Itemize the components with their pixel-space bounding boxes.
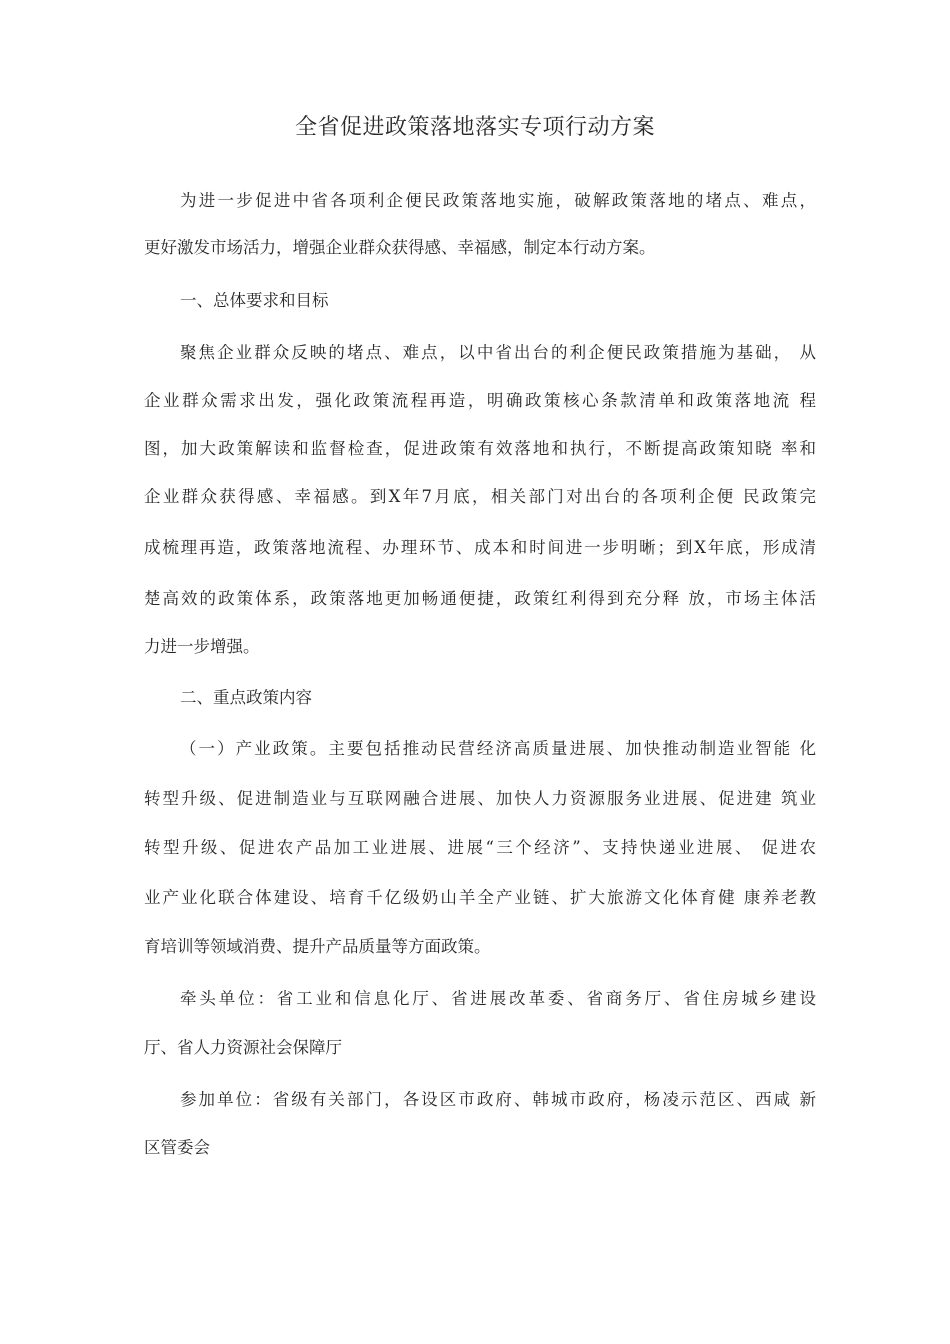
section-2-paragraph-line-3: 转型升级、促进农产品加工业进展、进展“三个经济”、支持快递业进展、 促进农 (144, 838, 816, 857)
section-heading-2: 二、重点政策内容 (180, 688, 312, 707)
section-2-paragraph-line-2: 转型升级、促进制造业与互联网融合进展、加快人力资源服务业进展、促进建 筑业 (144, 789, 816, 808)
participating-units-line-2: 区管委会 (144, 1138, 210, 1157)
section-1-paragraph-line-1: 聚焦企业群众反映的堵点、难点，以中省出台的利企便民政策措施为基础， 从 (180, 343, 816, 362)
section-2-paragraph-line-4: 业产业化联合体建设、培育千亿级奶山羊全产业链、扩大旅游文化体育健 康养老教 (144, 888, 816, 907)
section-1-paragraph-line-2: 企业群众需求出发，强化政策流程再造，明确政策核心条款清单和政策落地流 程 (144, 391, 816, 410)
section-1-paragraph-line-7: 力进一步增强。 (144, 637, 260, 656)
section-1-paragraph-line-4: 企业群众获得感、幸福感。到X年7月底，相关部门对出台的各项利企便 民政策完 (144, 487, 816, 506)
section-2-paragraph-line-5: 育培训等领域消费、提升产品质量等方面政策。 (144, 937, 491, 956)
document-title: 全省促进政策落地落实专项行动方案 (294, 115, 655, 140)
section-1-paragraph-line-5: 成梳理再造，政策落地流程、办理环节、成本和时间进一步明晰；到X年底，形成清 (144, 538, 816, 557)
lead-units-line-2: 厅、省人力资源社会保障厅 (144, 1038, 342, 1057)
section-2-paragraph-line-1: （一）产业政策。主要包括推动民营经济高质量进展、加快推动制造业智能 化 (180, 739, 816, 758)
section-heading-1: 一、总体要求和目标 (180, 291, 329, 310)
section-1-paragraph-line-3: 图，加大政策解读和监督检查，促进政策有效落地和执行，不断提高政策知晓 率和 (144, 439, 816, 458)
intro-paragraph-line-2: 更好激发市场活力，增强企业群众获得感、幸福感，制定本行动方案。 (144, 238, 656, 257)
intro-paragraph-line-1: 为进一步促进中省各项利企便民政策落地实施，破解政策落地的堵点、难点， (180, 191, 816, 210)
section-1-paragraph-line-6: 楚高效的政策体系，政策落地更加畅通便捷，政策红利得到充分释 放，市场主体活 (144, 589, 816, 608)
participating-units-line-1: 参加单位：省级有关部门，各设区市政府、韩城市政府，杨凌示范区、西咸 新 (180, 1090, 816, 1109)
lead-units-line-1: 牵头单位：省工业和信息化厅、省进展改革委、省商务厅、省住房城乡建设 (180, 989, 816, 1008)
